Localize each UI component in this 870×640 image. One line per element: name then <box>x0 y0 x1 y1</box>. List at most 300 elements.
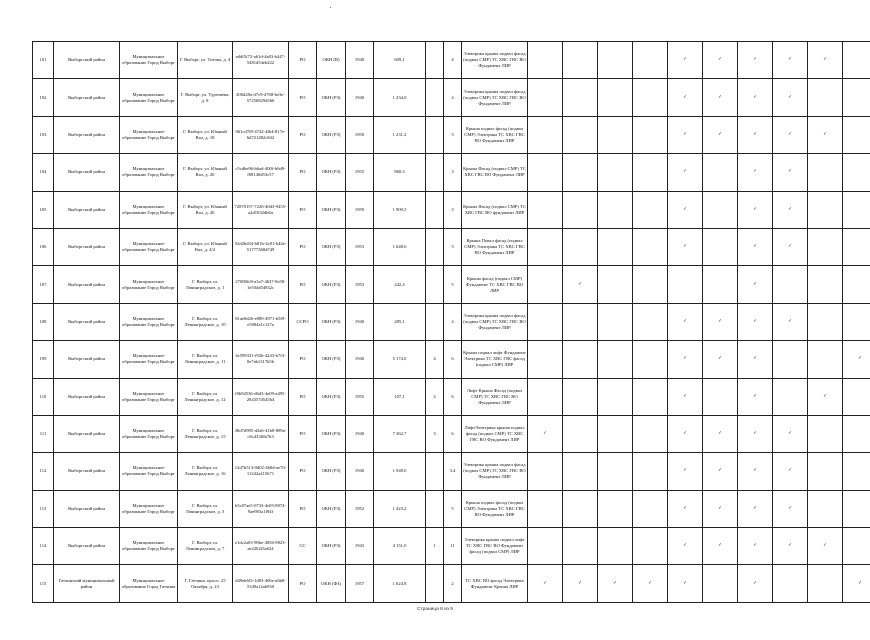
check-mark-icon: ✓ <box>753 131 757 137</box>
check-cell-5 <box>668 415 703 452</box>
check-cell-6 <box>703 453 738 490</box>
check-cell-7 <box>738 79 773 116</box>
count-b-cell: 4 <box>444 79 462 116</box>
count-a-cell: 4 <box>426 378 444 415</box>
check-cell-3 <box>598 415 633 452</box>
check-cell-10 <box>843 415 870 452</box>
check-cell-5 <box>668 378 703 415</box>
check-cell-8 <box>773 528 808 565</box>
check-mark-icon: ✓ <box>753 318 757 324</box>
municipality-cell: Муниципальное образование Город Выборг <box>120 528 178 565</box>
check-cell-7 <box>738 415 773 452</box>
area-cell: 107,1 <box>374 378 426 415</box>
guid-cell: 52d2bd34-b81b-4c81-b44e-51777368d749 <box>233 228 289 265</box>
table-row <box>33 415 870 452</box>
count-a-cell <box>426 490 444 527</box>
year-built-cell: 1943 <box>346 528 374 565</box>
count-a-cell <box>426 565 444 602</box>
works-list-cell: Лифт Крыша Фасад (подвал СМР) ТС ХВС ГВС ВО Фундамент ЛИР <box>462 378 528 415</box>
check-cell-6 <box>703 415 738 452</box>
check-mark-icon: ✓ <box>788 94 792 100</box>
works-list-cell: Крыша фасад (подвал СМР) Фундамент ТС ХВС ГВС ВО ЛИР <box>462 266 528 303</box>
heritage-status-cell: ОКН (РЗ) <box>317 79 346 116</box>
municipality-cell: Муниципальное образование Город Выборг <box>120 154 178 191</box>
check-mark-icon: ✓ <box>683 543 687 549</box>
heritage-status-cell: ОКН (РЗ) <box>317 341 346 378</box>
check-cell-6 <box>703 266 738 303</box>
address-cell: Г. Выборг, ш. Ленинградское, д. 7 <box>178 528 233 565</box>
heritage-status-cell: ОКН (РЗ) <box>317 116 346 153</box>
municipality-cell: Муниципальное образование Город Выборг <box>120 266 178 303</box>
check-cell-2 <box>563 154 598 191</box>
check-cell-3 <box>598 79 633 116</box>
check-mark-icon: ✓ <box>718 543 722 549</box>
table-row <box>33 565 870 602</box>
row-number: 113 <box>33 490 54 527</box>
check-cell-7 <box>738 490 773 527</box>
heritage-status-cell: ОКН (В) <box>317 42 346 79</box>
municipality-cell: Муниципальное образование Город Выборг <box>120 453 178 490</box>
district-cell: Выборгский район <box>54 42 120 79</box>
municipality-cell: Муниципальное образование Город Выборг <box>120 303 178 340</box>
count-b-cell: 3,4 <box>444 453 462 490</box>
check-mark-icon: ✓ <box>718 94 722 100</box>
check-mark-icon: ✓ <box>683 169 687 175</box>
district-cell: Выборгский район <box>54 490 120 527</box>
ownership-type-cell: РО <box>289 79 317 116</box>
check-mark-icon: ✓ <box>753 244 757 250</box>
check-cell-9 <box>808 528 843 565</box>
check-mark-icon: ✓ <box>718 57 722 63</box>
address-cell: Г. Выборг, ул. Титова, д. 4 <box>178 42 233 79</box>
check-cell-4 <box>633 378 668 415</box>
check-mark-icon: ✓ <box>753 543 757 549</box>
year-built-cell: 1940 <box>346 341 374 378</box>
year-built-cell: 1952 <box>346 490 374 527</box>
check-mark-icon: ✓ <box>753 281 757 287</box>
table-row <box>33 528 870 565</box>
year-built-cell: 1953 <box>346 266 374 303</box>
check-cell-8 <box>773 228 808 265</box>
check-mark-icon: ✓ <box>858 356 862 362</box>
heritage-status-cell: ОКН (РЗ) <box>317 528 346 565</box>
year-built-cell: 1959 <box>346 191 374 228</box>
table-row <box>33 191 870 228</box>
check-cell-7 <box>738 154 773 191</box>
check-cell-1 <box>528 42 563 79</box>
check-cell-10 <box>843 79 870 116</box>
table-row <box>33 79 870 116</box>
check-cell-7 <box>738 191 773 228</box>
check-mark-icon: ✓ <box>858 580 862 586</box>
check-cell-5 <box>668 191 703 228</box>
year-built-cell: 1940 <box>346 42 374 79</box>
page-number: Страница 8 из 9 <box>417 607 453 612</box>
table-body <box>33 42 870 603</box>
ownership-type-cell: РО <box>289 42 317 79</box>
check-mark-icon: ✓ <box>823 393 827 399</box>
count-a-cell <box>426 191 444 228</box>
guid-cell: b5c07ae5-0733-4e05-8074-9ae983a1f94f <box>233 490 289 527</box>
municipality-cell: Муниципальное образование Город Выборг <box>120 341 178 378</box>
address-cell: Г. Выборг, ул. Южный Вал, д. 26 <box>178 191 233 228</box>
municipality-cell: Муниципальное образование Город Гатчина <box>120 565 178 602</box>
count-a-cell: 3 <box>426 415 444 452</box>
check-cell-4 <box>633 565 668 602</box>
check-cell-4 <box>633 266 668 303</box>
check-mark-icon: ✓ <box>718 468 722 474</box>
check-mark-icon: ✓ <box>753 431 757 437</box>
check-mark-icon: ✓ <box>683 356 687 362</box>
check-cell-7 <box>738 565 773 602</box>
table-row <box>33 490 870 527</box>
check-cell-4 <box>633 154 668 191</box>
check-cell-9 <box>808 341 843 378</box>
ownership-type-cell: РО <box>289 490 317 527</box>
count-a-cell <box>426 266 444 303</box>
check-cell-5 <box>668 266 703 303</box>
check-cell-3 <box>598 42 633 79</box>
table-row <box>33 228 870 265</box>
check-cell-2 <box>563 528 598 565</box>
check-mark-icon: ✓ <box>648 580 652 586</box>
check-mark-icon: ✓ <box>718 356 722 362</box>
year-built-cell: 1940 <box>346 453 374 490</box>
check-cell-6 <box>703 565 738 602</box>
district-cell: Выборгский район <box>54 191 120 228</box>
check-cell-4 <box>633 228 668 265</box>
year-built-cell: 1957 <box>346 565 374 602</box>
check-mark-icon: ✓ <box>823 57 827 63</box>
check-cell-1 <box>528 565 563 602</box>
check-cell-8 <box>773 341 808 378</box>
check-cell-2 <box>563 266 598 303</box>
guid-cell: 4e599331-f92b-4243-b7f3-0e7ab1317b5b <box>233 341 289 378</box>
check-cell-10 <box>843 453 870 490</box>
check-cell-5 <box>668 42 703 79</box>
heritage-status-cell: ОКН (ФЗ) <box>317 565 346 602</box>
check-cell-8 <box>773 378 808 415</box>
check-mark-icon: ✓ <box>788 169 792 175</box>
heritage-status-cell: ОКН (РЗ) <box>317 303 346 340</box>
district-cell: Выборгский район <box>54 528 120 565</box>
check-mark-icon: ✓ <box>613 580 617 586</box>
check-cell-5 <box>668 565 703 602</box>
check-cell-7 <box>738 528 773 565</box>
check-cell-10 <box>843 116 870 153</box>
check-cell-3 <box>598 565 633 602</box>
check-mark-icon: ✓ <box>683 468 687 474</box>
check-cell-4 <box>633 116 668 153</box>
check-cell-1 <box>528 378 563 415</box>
heritage-status-cell: ОКН (РЗ) <box>317 154 346 191</box>
ownership-type-cell: СС <box>289 528 317 565</box>
area-cell: 7 362,7 <box>374 415 426 452</box>
guid-cell: 200d28a-d7c9-4768-be3e-57256829d566 <box>233 79 289 116</box>
check-cell-10 <box>843 528 870 565</box>
ownership-type-cell: РО <box>289 154 317 191</box>
district-cell: Выборгский район <box>54 79 120 116</box>
area-cell: 1 900,5 <box>374 191 426 228</box>
check-cell-5 <box>668 453 703 490</box>
count-b-cell: 2 <box>444 565 462 602</box>
row-number: 109 <box>33 341 54 378</box>
check-cell-1 <box>528 341 563 378</box>
check-cell-3 <box>598 303 633 340</box>
check-cell-8 <box>773 415 808 452</box>
guid-cell: e1dc2a03-98be-4056-9823-ae2262f3a624 <box>233 528 289 565</box>
check-cell-9 <box>808 303 843 340</box>
check-cell-9 <box>808 378 843 415</box>
ownership-type-cell: ССРО <box>289 303 317 340</box>
check-mark-icon: ✓ <box>718 131 722 137</box>
check-cell-6 <box>703 341 738 378</box>
works-list-cell: Крыша подвал фасад (подвал СМР) Электрика ТС ХВС ГВС ВО Фундамент ЛИР <box>462 490 528 527</box>
count-b-cell: 3 <box>444 228 462 265</box>
year-built-cell: 1955 <box>346 378 374 415</box>
check-cell-10 <box>843 228 870 265</box>
year-built-cell: 1940 <box>346 415 374 452</box>
district-cell: Гатчинский муниципальный район <box>54 565 120 602</box>
district-cell: Выборгский район <box>54 378 120 415</box>
check-cell-6 <box>703 116 738 153</box>
check-mark-icon: ✓ <box>543 431 547 437</box>
check-cell-2 <box>563 490 598 527</box>
check-cell-1 <box>528 228 563 265</box>
check-cell-6 <box>703 79 738 116</box>
municipality-cell: Муниципальное образование Город Выборг <box>120 116 178 153</box>
municipality-cell: Муниципальное образование Город Выборг <box>120 415 178 452</box>
check-cell-9 <box>808 490 843 527</box>
municipality-cell: Муниципальное образование Город Выборг <box>120 228 178 265</box>
address-cell: Г. Гатчина, просп. 25 Октября, д. 23 <box>178 565 233 602</box>
check-cell-4 <box>633 415 668 452</box>
check-cell-9 <box>808 565 843 602</box>
check-cell-7 <box>738 303 773 340</box>
works-list-cell: Крыша Фасад (подвал СМР) ТС ХВС ГВС ВО фундамент ЛИР <box>462 191 528 228</box>
heritage-status-cell: ОКН (РЗ) <box>317 415 346 452</box>
check-cell-4 <box>633 490 668 527</box>
heritage-status-cell: ОКН (РЗ) <box>317 191 346 228</box>
area-cell: 609,1 <box>374 42 426 79</box>
check-mark-icon: ✓ <box>788 57 792 63</box>
address-cell: Г. Выборг, ш. Ленинградское, д. 1 <box>178 266 233 303</box>
area-cell: 1 624,8 <box>374 565 426 602</box>
check-mark-icon: ✓ <box>753 57 757 63</box>
count-b-cell: 6 <box>444 415 462 452</box>
housing-register-table <box>32 41 870 603</box>
count-b-cell: 5 <box>444 490 462 527</box>
district-cell: Выборгский район <box>54 341 120 378</box>
check-cell-1 <box>528 303 563 340</box>
year-built-cell: 1955 <box>346 154 374 191</box>
ownership-type-cell: РО <box>289 565 317 602</box>
check-mark-icon: ✓ <box>788 431 792 437</box>
check-cell-9 <box>808 228 843 265</box>
address-cell: Г. Выборг, ул. Южный Вал, д. 18 <box>178 116 233 153</box>
row-number: 104 <box>33 154 54 191</box>
count-b-cell: 6 <box>444 341 462 378</box>
check-cell-9 <box>808 415 843 452</box>
municipality-cell: Муниципальное образование Город Выборг <box>120 490 178 527</box>
check-cell-2 <box>563 228 598 265</box>
count-b-cell: 11 <box>444 528 462 565</box>
check-cell-2 <box>563 116 598 153</box>
guid-cell: d49eb6f3-1d83-406e-a6b8-5349a12ab930 <box>233 565 289 602</box>
check-cell-2 <box>563 378 598 415</box>
row-number: 101 <box>33 42 54 79</box>
address-cell: Г. Выборг, ш. Ленинградское, д. 16 <box>178 453 233 490</box>
check-cell-6 <box>703 228 738 265</box>
check-cell-9 <box>808 79 843 116</box>
works-list-cell: Электрика крыша подвал лифт ТС ХВС ГВС ВО Фундамент фасад (подвал СМР) ЛИР <box>462 528 528 565</box>
ownership-type-cell: РО <box>289 228 317 265</box>
check-mark-icon: ✓ <box>683 318 687 324</box>
check-cell-8 <box>773 116 808 153</box>
table-row <box>33 453 870 490</box>
count-a-cell <box>426 453 444 490</box>
district-cell: Выборгский район <box>54 303 120 340</box>
check-cell-4 <box>633 191 668 228</box>
table-row <box>33 341 870 378</box>
check-cell-9 <box>808 453 843 490</box>
check-cell-9 <box>808 191 843 228</box>
count-b-cell: 3 <box>444 154 462 191</box>
check-cell-10 <box>843 341 870 378</box>
check-mark-icon: ✓ <box>753 580 757 586</box>
check-cell-10 <box>843 378 870 415</box>
works-list-cell: Крыша Повал фасад (подвал СМР) Электрика ТС ХВС ГВС ВО Фундамент ЛИР <box>462 228 528 265</box>
check-cell-1 <box>528 528 563 565</box>
table-row <box>33 266 870 303</box>
municipality-cell: Муниципальное образование Город Выборг <box>120 42 178 79</box>
count-a-cell <box>426 154 444 191</box>
row-number: 108 <box>33 303 54 340</box>
count-a-cell <box>426 303 444 340</box>
check-mark-icon: ✓ <box>683 206 687 212</box>
check-cell-5 <box>668 490 703 527</box>
check-cell-10 <box>843 191 870 228</box>
check-mark-icon: ✓ <box>718 505 722 511</box>
check-mark-icon: ✓ <box>788 318 792 324</box>
check-cell-10 <box>843 303 870 340</box>
works-list-cell: Электрика крыша подвал фасад (подвал СМР) ТС ХВС ГВС ВО Фундамент ЛИР <box>462 79 528 116</box>
guid-cell: 38d7d985-d2a6-41b8-889a-c8c433f6b7b3 <box>233 415 289 452</box>
check-cell-8 <box>773 266 808 303</box>
check-cell-1 <box>528 79 563 116</box>
check-cell-1 <box>528 116 563 153</box>
check-cell-5 <box>668 116 703 153</box>
check-cell-6 <box>703 303 738 340</box>
guid-cell: f0b94536-d6d3-4e09-a495-284357d545b4 <box>233 378 289 415</box>
table-row <box>33 42 870 79</box>
check-cell-6 <box>703 191 738 228</box>
municipality-cell: Муниципальное образование Город Выборг <box>120 79 178 116</box>
check-cell-2 <box>563 341 598 378</box>
check-cell-4 <box>633 341 668 378</box>
check-cell-3 <box>598 528 633 565</box>
district-cell: Выборгский район <box>54 415 120 452</box>
year-built-cell: 1940 <box>346 79 374 116</box>
check-mark-icon: ✓ <box>753 169 757 175</box>
check-mark-icon: ✓ <box>683 505 687 511</box>
check-mark-icon: ✓ <box>683 94 687 100</box>
area-cell: 860,3 <box>374 154 426 191</box>
check-cell-2 <box>563 453 598 490</box>
check-cell-8 <box>773 490 808 527</box>
check-cell-8 <box>773 453 808 490</box>
check-cell-2 <box>563 191 598 228</box>
ownership-type-cell: РО <box>289 415 317 452</box>
check-cell-7 <box>738 378 773 415</box>
check-mark-icon: ✓ <box>683 431 687 437</box>
count-b-cell: 4 <box>444 42 462 79</box>
count-b-cell: 6 <box>444 378 462 415</box>
area-cell: 5 174,0 <box>374 341 426 378</box>
guid-cell: 72870157-7226-40d3-9455-a2d1032db6a <box>233 191 289 228</box>
check-cell-1 <box>528 191 563 228</box>
ownership-type-cell: РО <box>289 341 317 378</box>
address-cell: Г. Выборг, ш. Ленинградское, д. 12 <box>178 378 233 415</box>
district-cell: Выборгский район <box>54 453 120 490</box>
check-cell-8 <box>773 154 808 191</box>
check-cell-10 <box>843 154 870 191</box>
check-mark-icon: ✓ <box>683 244 687 250</box>
check-mark-icon: ✓ <box>788 468 792 474</box>
check-mark-icon: ✓ <box>753 468 757 474</box>
check-cell-8 <box>773 303 808 340</box>
check-mark-icon: ✓ <box>753 206 757 212</box>
check-cell-8 <box>773 191 808 228</box>
check-cell-7 <box>738 116 773 153</box>
check-mark-icon: ✓ <box>788 131 792 137</box>
check-mark-icon: ✓ <box>683 393 687 399</box>
guid-cell: 061cd7f8-4742-4fb4-817e-6d721482c842 <box>233 116 289 153</box>
check-mark-icon: ✓ <box>683 131 687 137</box>
district-cell: Выборгский район <box>54 266 120 303</box>
check-mark-icon: ✓ <box>753 356 757 362</box>
row-number: 102 <box>33 79 54 116</box>
count-b-cell: 3 <box>444 191 462 228</box>
row-number: 107 <box>33 266 54 303</box>
check-cell-4 <box>633 79 668 116</box>
check-cell-6 <box>703 378 738 415</box>
address-cell: Г. Выборг, ш. Ленинградское, д. 3 <box>178 490 233 527</box>
table-row <box>33 303 870 340</box>
ownership-type-cell: РО <box>289 453 317 490</box>
check-cell-9 <box>808 154 843 191</box>
row-number: 106 <box>33 228 54 265</box>
check-mark-icon: ✓ <box>823 543 827 549</box>
row-number: 110 <box>33 378 54 415</box>
row-number: 114 <box>33 528 54 565</box>
ownership-type-cell: РО <box>289 378 317 415</box>
check-cell-9 <box>808 116 843 153</box>
check-cell-3 <box>598 490 633 527</box>
check-cell-6 <box>703 528 738 565</box>
works-list-cell: Электрика крыша подвал фасад (подвал СМР) ТС ХВС ГВС ВО Фундамент ЛИР <box>462 453 528 490</box>
check-cell-3 <box>598 266 633 303</box>
count-b-cell: 3 <box>444 116 462 153</box>
municipality-cell: Муниципальное образование Город Выборг <box>120 378 178 415</box>
heritage-status-cell: ОКН (РЗ) <box>317 490 346 527</box>
count-a-cell <box>426 116 444 153</box>
table-row <box>33 378 870 415</box>
check-cell-7 <box>738 228 773 265</box>
address-cell: Г. Выборг, ул. Тургенева, д. 8 <box>178 79 233 116</box>
guid-cell: 12d7b513-0d02-4b8d-ae70-11242a415671 <box>233 453 289 490</box>
guid-cell: 27008fc8-a3a7-4637-8e58-1e504d54832c <box>233 266 289 303</box>
